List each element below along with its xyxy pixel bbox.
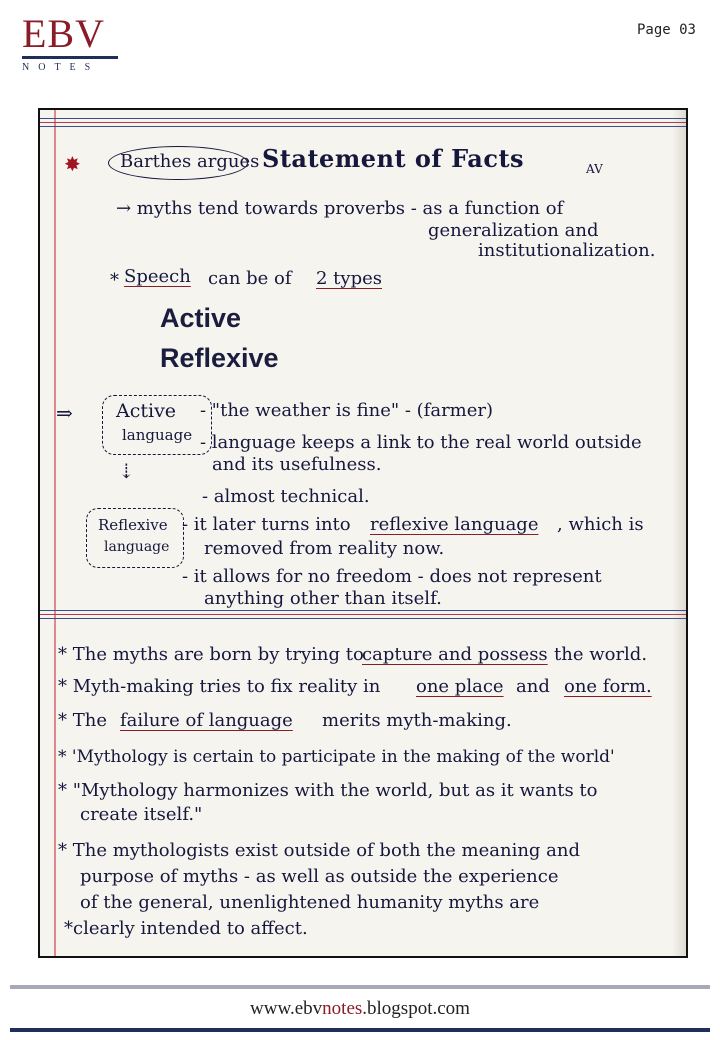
myths-line-1: → myths tend towards proverbs - as a function of bbox=[116, 198, 564, 219]
bullet-2a: * Myth-making tries to fix reality in bbox=[58, 676, 381, 697]
footer-url-accent: notes bbox=[322, 998, 363, 1019]
bullet-1a: * The myths are born by trying to bbox=[58, 644, 364, 665]
later-turns-line1b: reflexive language bbox=[370, 514, 539, 535]
barthes-argues-text: Barthes argues bbox=[120, 151, 260, 172]
bullet-3a: * The bbox=[58, 710, 107, 731]
bullet-2b: one place bbox=[416, 676, 504, 697]
bullet-1c: the world. bbox=[554, 644, 648, 665]
page-edge-shadow bbox=[672, 110, 686, 956]
keeps-link-line2: and its usefulness. bbox=[212, 454, 382, 475]
bullet-6c: of the general, unenlightened humanity myths are bbox=[80, 892, 540, 913]
allows-line2: anything other than itself. bbox=[204, 588, 442, 609]
footer-bottom-bar bbox=[10, 1028, 710, 1032]
page-title: Statement of Facts bbox=[262, 144, 525, 173]
active-language-line2: language bbox=[122, 426, 193, 444]
speech-mid: can be of bbox=[208, 268, 292, 289]
bullet-6a: * The mythologists exist outside of both the meaning and bbox=[58, 840, 581, 861]
almost-technical: - almost technical. bbox=[202, 486, 370, 507]
speech-word: Speech bbox=[124, 266, 191, 287]
bullet-2c: and bbox=[516, 676, 550, 697]
bullet-1b: capture and possess bbox=[362, 644, 548, 665]
footer-url-prefix: www.ebv bbox=[250, 998, 323, 1019]
bullet-3c: merits myth-making. bbox=[322, 710, 512, 731]
footer-url[interactable] bbox=[0, 998, 720, 1020]
allows-line1: - it allows for no freedom - does not represent bbox=[182, 566, 602, 587]
ebv-logo bbox=[22, 11, 122, 73]
later-turns-line1a: - it later turns into bbox=[182, 514, 351, 535]
later-turns-line2: removed from reality now. bbox=[204, 538, 445, 559]
notebook-page bbox=[38, 108, 688, 958]
logo-divider bbox=[22, 56, 118, 59]
type-active-heading: Active bbox=[160, 303, 242, 333]
title-mark: AV bbox=[586, 162, 603, 176]
footer-url-suffix: .blogspot.com bbox=[362, 998, 470, 1019]
myths-line-3: institutionalization. bbox=[478, 240, 656, 261]
bullet-5a: * "Mythology harmonizes with the world, but as it wants to bbox=[58, 780, 598, 801]
myths-line-2: generalization and bbox=[428, 220, 599, 241]
page-number: Page 03 bbox=[636, 22, 696, 38]
weather-quote: - "the weather is fine" - (farmer) bbox=[200, 400, 494, 421]
down-arrow-icon: ⇣ bbox=[118, 459, 135, 483]
later-turns-line1c: , which is bbox=[557, 514, 644, 535]
footer-top-bar bbox=[10, 985, 710, 989]
reflexive-language-line1: Reflexive bbox=[98, 516, 168, 534]
decorative-flower-icon: ✸ bbox=[64, 152, 81, 176]
type-reflexive-heading: Reflexive bbox=[160, 343, 279, 373]
bullet-5b: create itself." bbox=[80, 804, 203, 825]
keeps-link-line1: - language keeps a link to the real world outside bbox=[200, 432, 642, 453]
logo-sub-text: NOTES bbox=[22, 62, 100, 73]
bullet-3b: failure of language bbox=[120, 710, 293, 731]
speech-types: 2 types bbox=[316, 268, 382, 289]
margin-line bbox=[54, 110, 56, 956]
bullet-4: * 'Mythology is certain to participate in the making of the world' bbox=[58, 747, 615, 767]
bullet-6d: *clearly intended to affect. bbox=[64, 918, 308, 939]
speech-bullet: * bbox=[110, 270, 119, 291]
logo-main-text: EBV bbox=[22, 11, 105, 56]
bullet-2d: one form. bbox=[564, 676, 652, 697]
arrow-icon: ⇒ bbox=[56, 401, 73, 425]
reflexive-language-line2: language bbox=[104, 539, 170, 555]
active-language-line1: Active bbox=[116, 400, 177, 422]
bullet-6b: purpose of myths - as well as outside the experience bbox=[80, 866, 559, 887]
